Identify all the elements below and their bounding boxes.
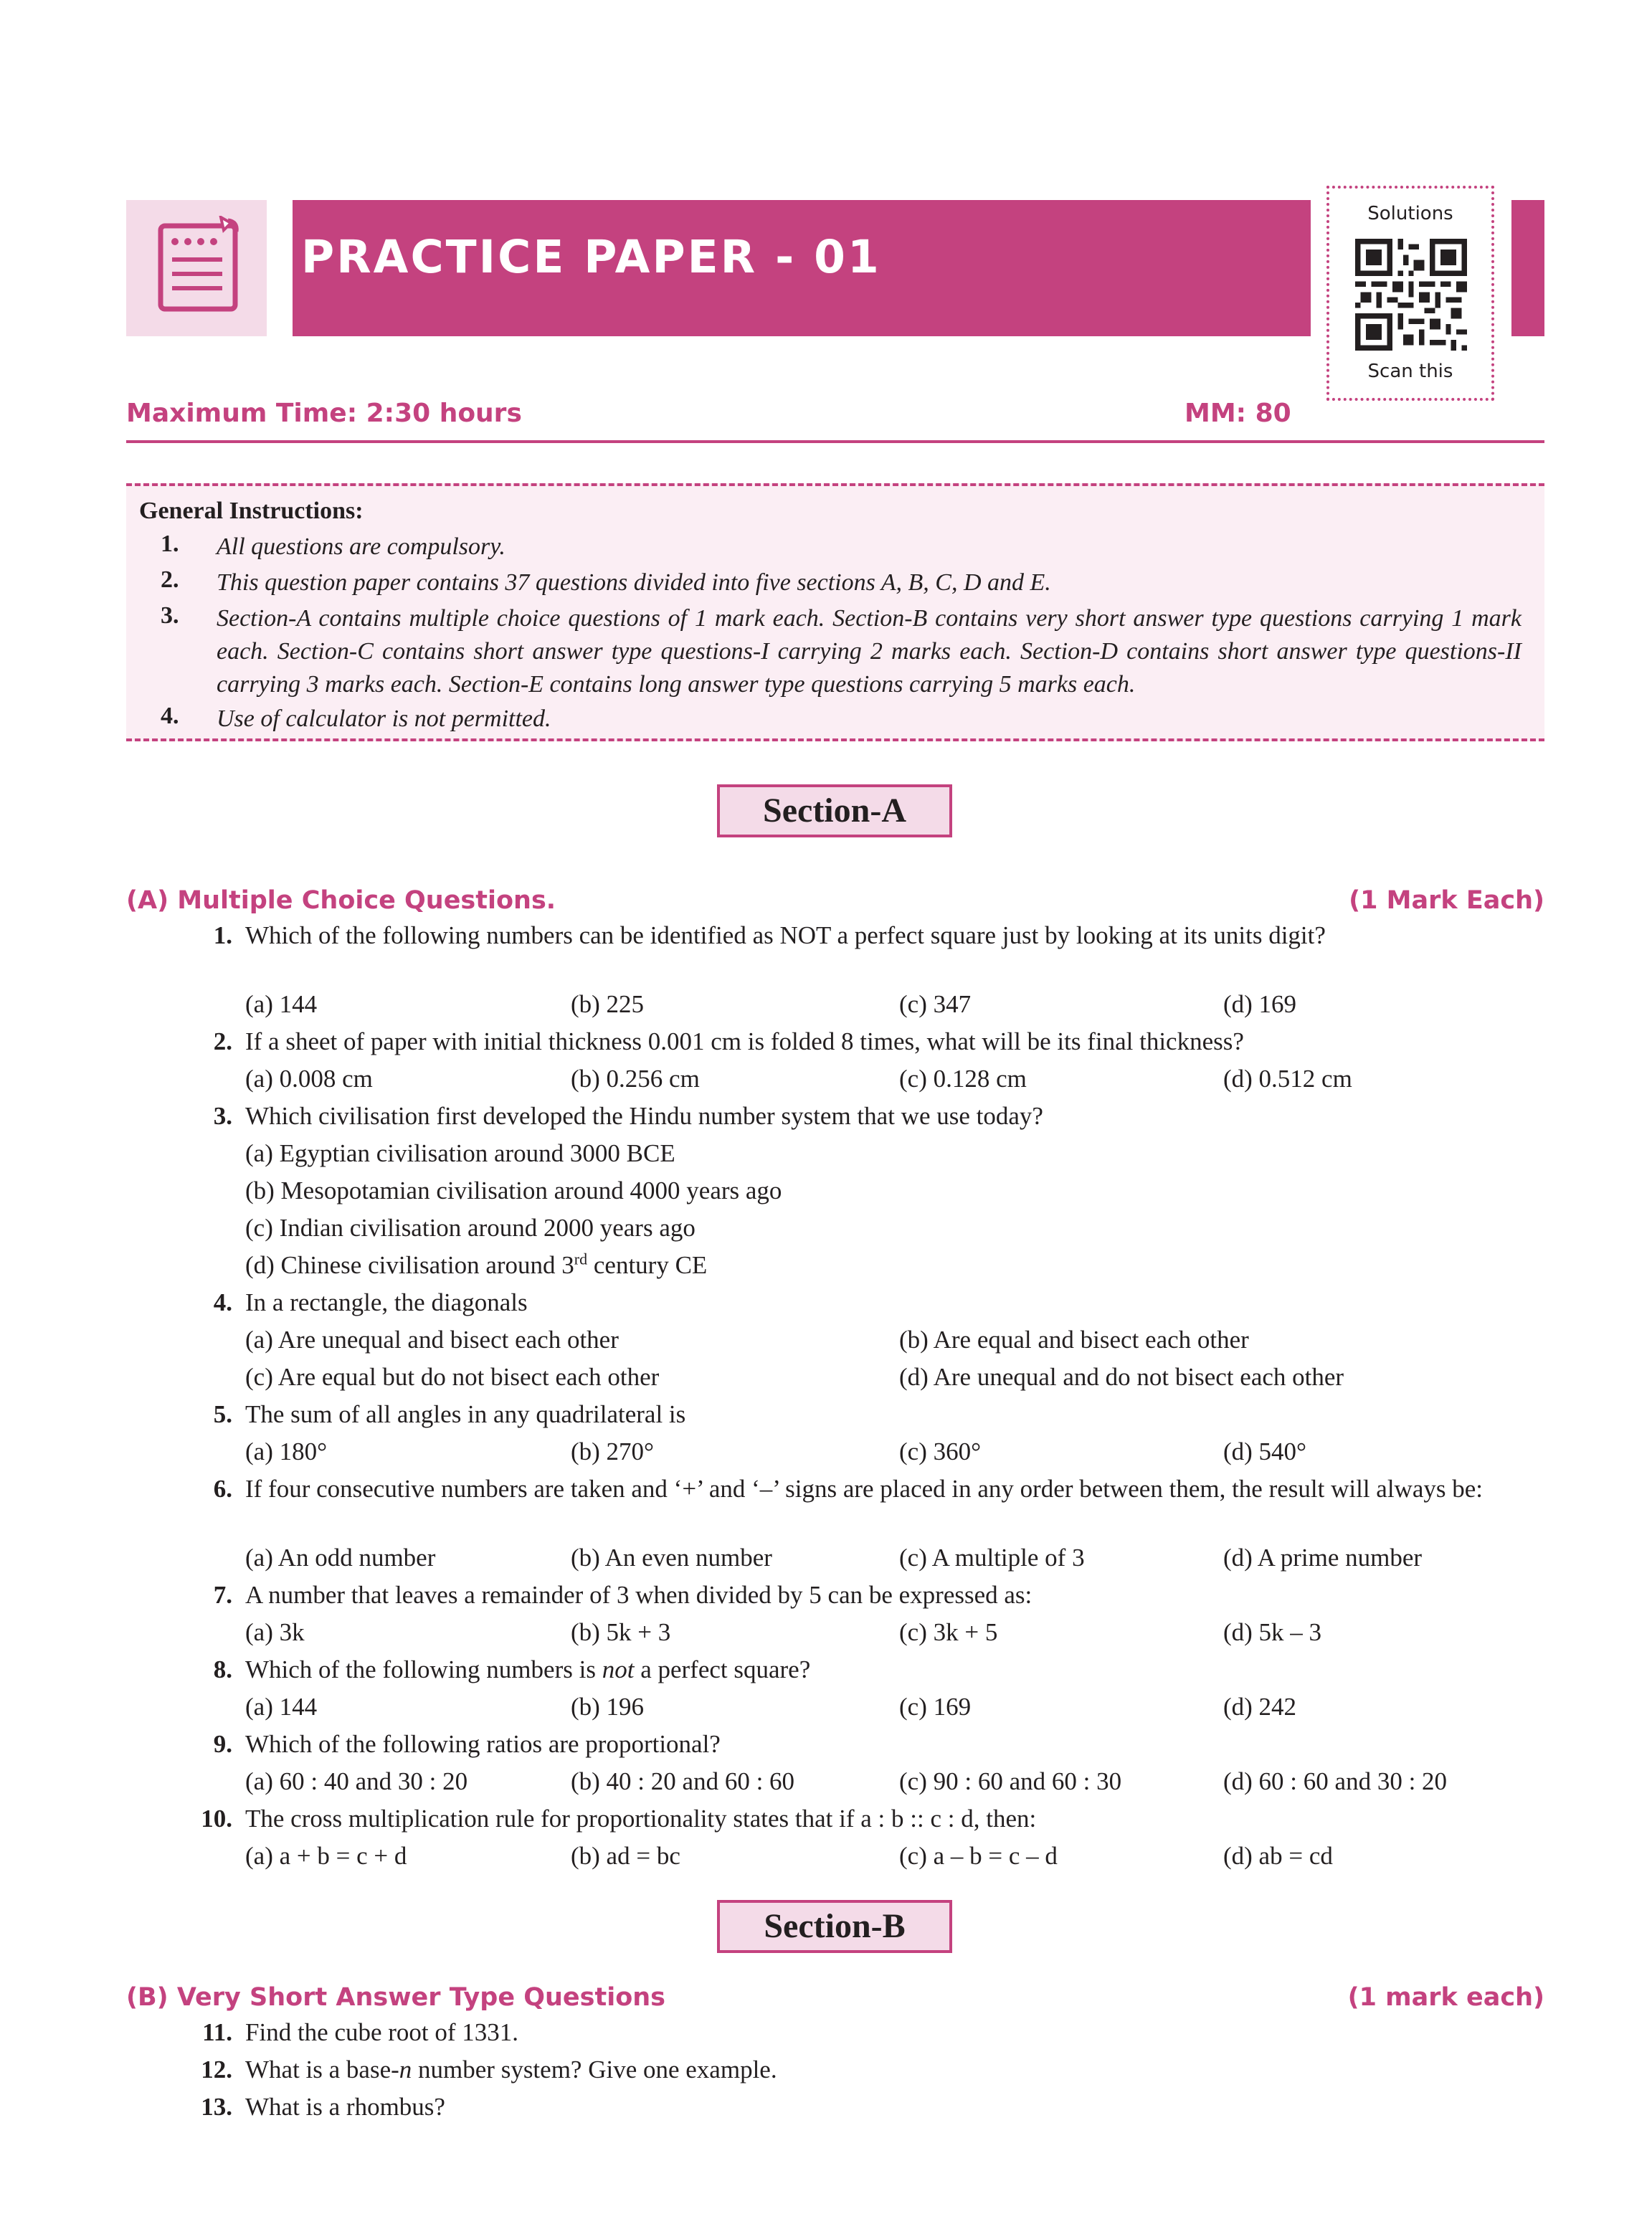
- option-d: (d) 60 : 60 and 30 : 20: [1223, 1767, 1448, 1795]
- question-5: 5. The sum of all angles in any quadrilateral is (a) 180° (b) 270° (c) 360° (d) 540°: [126, 1398, 1544, 1467]
- option-d: (d) Chinese civilisation around 3rd century CE: [245, 1250, 708, 1279]
- option-b: (b) 270°: [571, 1438, 655, 1465]
- instruction-item: 3. Section-A contains multiple choice questions of 1 mark each. Section-B contains very short answer type questions carrying 1 mark each. Section-C contains short answer type questions-I carrying 2 marks each. Section-D contains short answer type questions-II carrying 3 marks each. Section-E contains long answer type questions carrying 5 marks each.: [161, 602, 1522, 698]
- title-band-end: [1511, 200, 1544, 336]
- option-b: (b) 0.256 cm: [571, 1065, 700, 1093]
- option-c: (c) Indian civilisation around 2000 years ago: [245, 1214, 696, 1242]
- section-b-marks: (1 mark each): [1347, 1983, 1544, 2012]
- instruction-item: 1. All questions are compulsory.: [161, 531, 505, 560]
- instruction-item: 2. This question paper contains 37 questions divided into five sections A, B, C, D and E.: [161, 566, 1051, 596]
- option-a: (a) 3k: [245, 1618, 305, 1646]
- option-c: (c) 0.128 cm: [899, 1065, 1027, 1093]
- option-c: (c) 90 : 60 and 60 : 30: [899, 1767, 1122, 1795]
- option-a: (a) 144: [245, 1693, 318, 1721]
- solutions-qr-box[interactable]: [1326, 186, 1494, 401]
- question-10: 10. The cross multiplication rule for proportionality states that if a : b :: c : d, then: (a) a + b = c + d (b) ad = bc (c) a – b = c – d (d) ab = cd: [126, 1802, 1544, 1871]
- instruction-item: 4. Use of calculator is not permitted.: [161, 703, 551, 732]
- option-a: (a) 0.008 cm: [245, 1065, 373, 1093]
- qr-bottom-label: Scan this: [1367, 361, 1453, 382]
- option-a: (a) 60 : 40 and 30 : 20: [245, 1767, 468, 1795]
- divider: [126, 440, 1544, 443]
- section-b-heading: Section-B: [717, 1900, 952, 1953]
- option-d: (d) 0.512 cm: [1223, 1065, 1352, 1093]
- question-6: 6. If four consecutive numbers are taken and ‘+’ and ‘–’ signs are placed in any order between them, the result will always be: (a) An odd number (b) An even number (c) A multiple of 3 (d) A prime number: [126, 1473, 1544, 1573]
- instructions-title: General Instructions:: [139, 498, 364, 524]
- option-d: (d) Are unequal and do not bisect each other: [899, 1363, 1344, 1391]
- option-d: (d) A prime number: [1223, 1544, 1423, 1572]
- option-a: (a) Are unequal and bisect each other: [245, 1326, 619, 1354]
- question-11: 11. Find the cube root of 1331.: [202, 2018, 519, 2046]
- section-a-heading: Section-A: [717, 784, 952, 837]
- option-d: (d) 5k – 3: [1223, 1618, 1322, 1646]
- question-3: 3. Which civilisation first developed the Hindu number system that we use today? (a) Egyptian civilisation around 3000 BCE (b) Mesopotamian civilisation around 4000 years ago (c) Indian civilisation around 2000 years ago (d) Chinese civilisation around 3rd century CE: [126, 1100, 1544, 1279]
- option-a: (a) a + b = c + d: [245, 1842, 407, 1870]
- question-1: 1. Which of the following numbers can be identified as NOT a perfect square just by looking at its units digit? (a) 144 (b) 225 (c) 347 (d) 169: [126, 919, 1544, 1020]
- qr-top-label: Solutions: [1367, 203, 1453, 224]
- question-9: 9. Which of the following ratios are proportional? (a) 60 : 40 and 30 : 20 (b) 40 : 20 and 60 : 60 (c) 90 : 60 and 60 : 30 (d) 60 : 60 and 30 : 20: [126, 1728, 1544, 1797]
- section-a-marks: (1 Mark Each): [1349, 886, 1544, 915]
- section-a-subheading: (A) Multiple Choice Questions.: [126, 886, 556, 915]
- question-paper-icon: [158, 216, 242, 312]
- max-time: Maximum Time: 2:30 hours: [126, 399, 522, 428]
- paper-icon-box: [126, 200, 267, 336]
- option-a: (a) 180°: [245, 1438, 328, 1465]
- max-marks: MM: 80: [1185, 399, 1291, 428]
- option-c: (c) 360°: [899, 1438, 982, 1465]
- question-7: 7. A number that leaves a remainder of 3 when divided by 5 can be expressed as: (a) 3k (b) 5k + 3 (c) 3k + 5 (d) 5k – 3: [126, 1579, 1544, 1648]
- general-instructions: [126, 483, 1544, 741]
- option-d: (d) ab = cd: [1223, 1842, 1333, 1870]
- qr-code-icon: [1355, 239, 1467, 351]
- option-b: (b) ad = bc: [571, 1842, 680, 1870]
- option-c: (c) 169: [899, 1693, 972, 1721]
- section-b-subheading: (B) Very Short Answer Type Questions: [126, 1983, 666, 2012]
- page-title: PRACTICE PAPER - 01: [301, 231, 881, 283]
- option-b: (b) An even number: [571, 1544, 772, 1572]
- option-d: (d) 242: [1223, 1693, 1297, 1721]
- option-b: (b) 40 : 20 and 60 : 60: [571, 1767, 795, 1795]
- question-2: 2. If a sheet of paper with initial thickness 0.001 cm is folded 8 times, what will be its final thickness? (a) 0.008 cm (b) 0.256 cm (c) 0.128 cm (d) 0.512 cm: [126, 1025, 1544, 1094]
- option-b: (b) 196: [571, 1693, 645, 1721]
- option-b: (b) 225: [571, 990, 645, 1018]
- option-d: (d) 169: [1223, 990, 1297, 1018]
- exam-meta: [126, 399, 1544, 430]
- option-a: (a) Egyptian civilisation around 3000 BCE: [245, 1139, 675, 1167]
- option-d: (d) 540°: [1223, 1438, 1307, 1465]
- option-b: (b) Are equal and bisect each other: [899, 1326, 1249, 1354]
- option-b: (b) 5k + 3: [571, 1618, 671, 1646]
- option-c: (c) A multiple of 3: [899, 1544, 1085, 1572]
- question-13: 13. What is a rhombus?: [201, 2093, 445, 2121]
- option-c: (c) 347: [899, 990, 972, 1018]
- question-4: 4. In a rectangle, the diagonals (a) Are unequal and bisect each other (b) Are equal and bisect each other (c) Are equal but do not bisect each other (d) Are unequal and do not bisect each other: [126, 1286, 1544, 1392]
- option-c: (c) 3k + 5: [899, 1618, 998, 1646]
- question-12: 12. What is a base-n number system? Give one example.: [201, 2056, 777, 2083]
- option-a: (a) An odd number: [245, 1544, 436, 1572]
- option-a: (a) 144: [245, 990, 318, 1018]
- option-b: (b) Mesopotamian civilisation around 4000 years ago: [245, 1177, 782, 1204]
- option-c: (c) a – b = c – d: [899, 1842, 1058, 1870]
- option-c: (c) Are equal but do not bisect each other: [245, 1363, 660, 1391]
- question-8: 8. Which of the following numbers is not a perfect square? (a) 144 (b) 196 (c) 169 (d) 242: [126, 1653, 1544, 1722]
